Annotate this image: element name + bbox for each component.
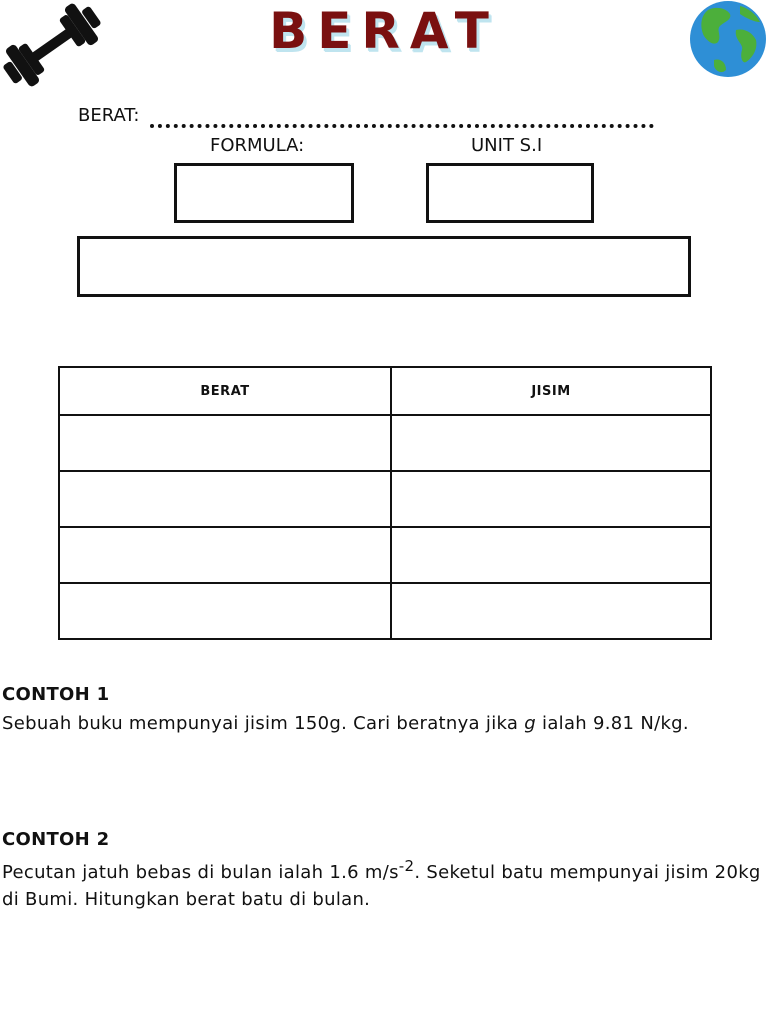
table-header-berat: BERAT: [59, 367, 391, 415]
table-cell-jisim[interactable]: [391, 583, 711, 639]
formula-answer-box[interactable]: [77, 236, 691, 297]
earth-globe-icon: [686, 0, 768, 80]
table-cell-berat[interactable]: [59, 583, 391, 639]
formula-box[interactable]: [174, 163, 354, 223]
unit-si-box[interactable]: [426, 163, 594, 223]
contoh-1-g-symbol: g: [524, 713, 536, 734]
table-header-jisim: JISIM: [391, 367, 711, 415]
contoh-1-text-part2: ialah 9.81 N/kg.: [536, 713, 689, 734]
formula-label: FORMULA:: [210, 135, 305, 156]
table-cell-berat[interactable]: [59, 415, 391, 471]
contoh-2-exponent: -2: [398, 857, 415, 875]
berat-label: BERAT:: [78, 105, 140, 126]
table-row: [59, 471, 711, 527]
contoh-1-text: [2, 710, 766, 737]
contoh-2-text-part2: . Seketul batu mempunyai jisim 20kg di Bumi. Hitungkan berat batu di bulan.: [2, 862, 761, 910]
table-cell-berat[interactable]: [59, 527, 391, 583]
table-cell-jisim[interactable]: [391, 527, 711, 583]
berat-dotted-line[interactable]: [150, 124, 654, 128]
table-row: [59, 583, 711, 639]
table-row: [59, 415, 711, 471]
berat-jisim-table: [58, 366, 712, 640]
unit-si-label: UNIT S.I: [471, 135, 543, 156]
table-row: [59, 527, 711, 583]
contoh-2-heading: CONTOH 2: [2, 829, 110, 850]
table-cell-jisim[interactable]: [391, 415, 711, 471]
contoh-1-text-part1: Sebuah buku mempunyai jisim 150g. Cari beratnya jika: [2, 713, 525, 734]
table-header-row: [59, 367, 711, 415]
contoh-2-text-part1: Pecutan jatuh bebas di bulan ialah 1.6 m/s: [2, 862, 399, 883]
table-cell-jisim[interactable]: [391, 471, 711, 527]
table-cell-berat[interactable]: [59, 471, 391, 527]
contoh-1-heading: CONTOH 1: [2, 684, 110, 705]
contoh-2-text: [2, 853, 766, 913]
page-title: BERAT: [269, 2, 499, 60]
